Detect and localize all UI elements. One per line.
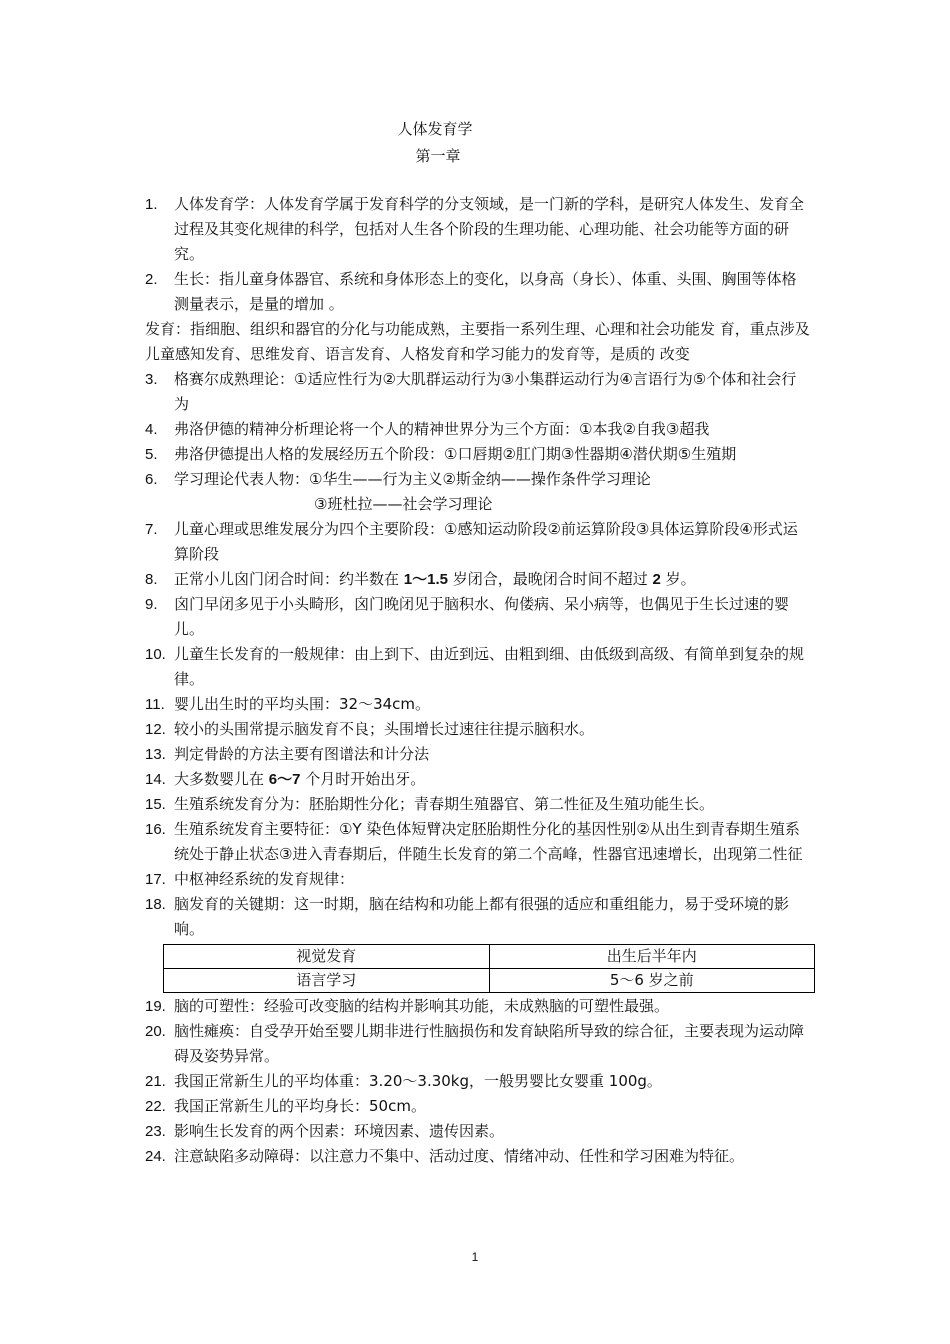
item-text: 学习理论代表人物：①华生——行为主义②斯金纳——操作条件学习理论 xyxy=(174,470,651,488)
list-item xyxy=(145,767,810,792)
item-text: 生殖系统发育主要特征：①Y 染色体短臂决定胚胎期性分化的基因性别②从出生到青春期生殖系统处于静止状态③进入青春期后，伴随生长发育的第二个高峰，性器官迅速增长，出现第二性征 xyxy=(174,820,803,863)
table-row xyxy=(164,945,815,969)
table-row xyxy=(164,969,815,993)
item-number: 4. xyxy=(145,421,158,438)
list-item xyxy=(145,1094,810,1119)
text-segment: 岁。 xyxy=(660,570,696,588)
list-item xyxy=(145,1119,810,1144)
list-item xyxy=(145,192,810,267)
table-cell: 5～6 岁之前 xyxy=(489,969,815,993)
item-number: 19. xyxy=(145,998,166,1015)
item-text: 我国正常新生儿的平均身长：50cm。 xyxy=(174,1097,426,1115)
text-segment: 个月时开始出牙。 xyxy=(300,770,426,788)
table-cell: 语言学习 xyxy=(164,969,490,993)
item-text-continued: ③班杜拉——社会学习理论 xyxy=(314,495,493,513)
critical-period-table xyxy=(163,944,815,993)
item-text xyxy=(174,767,810,792)
item-number: 20. xyxy=(145,1023,166,1040)
item-number: 14. xyxy=(145,771,166,788)
item-text: 弗洛伊德提出人格的发展经历五个阶段：①口唇期②肛门期③性器期④潜伏期⑤生殖期 xyxy=(174,445,737,463)
text-segment: 大多数婴儿在 xyxy=(174,770,269,788)
item-number: 17. xyxy=(145,871,166,888)
item-text: 我国正常新生儿的平均体重：3.20～3.30kg，一般男婴比女婴重 100g。 xyxy=(174,1072,662,1090)
document-body xyxy=(145,192,810,1169)
paragraph-fayu: 发育：指细胞、组织和器官的分化与功能成熟，主要指一系列生理、心理和社会功能发 育，重点涉及儿童感知发育、思维发育、语言发育、人格发育和学习能力的发育等，是质的 改变 xyxy=(145,320,810,363)
item-number: 15. xyxy=(145,796,166,813)
list-item xyxy=(145,892,810,942)
list-item xyxy=(145,817,810,867)
list-item xyxy=(145,1019,810,1069)
item-number: 2. xyxy=(145,271,158,288)
list-item xyxy=(145,867,810,892)
item-number: 1. xyxy=(145,196,158,213)
item-number: 22. xyxy=(145,1098,166,1115)
item-text: 生殖系统发育分为：胚胎期性分化；青春期生殖器官、第二性征及生殖功能生长。 xyxy=(174,795,715,813)
item-number: 7. xyxy=(145,521,158,538)
item-number: 5. xyxy=(145,446,158,463)
item-text: 婴儿出生时的平均头围：32～34cm。 xyxy=(174,695,431,713)
list-item xyxy=(145,592,810,642)
list-item xyxy=(145,1144,810,1169)
item-number: 23. xyxy=(145,1123,166,1140)
text-segment: 岁闭合，最晚闭合时间不超过 xyxy=(447,570,653,588)
item-number: 8. xyxy=(145,571,158,588)
table-cell: 视觉发育 xyxy=(164,945,490,969)
item-text: 脑的可塑性：经验可改变脑的结构并影响其功能，未成熟脑的可塑性最强。 xyxy=(174,997,670,1015)
item-number: 21. xyxy=(145,1073,166,1090)
list-item xyxy=(145,1069,810,1094)
item-text xyxy=(174,567,810,592)
item-text: 较小的头围常提示脑发育不良；头围增长过速往往提示脑积水。 xyxy=(174,720,595,738)
item-number: 9. xyxy=(145,596,158,613)
item-number: 18. xyxy=(145,896,166,913)
list-item xyxy=(145,267,810,317)
item-number: 16. xyxy=(145,821,166,838)
item-text: 格赛尔成熟理论：①适应性行为②大肌群运动行为③小集群运动行为④言语行为⑤个体和社会行为 xyxy=(174,370,797,413)
list-item xyxy=(145,742,810,767)
item-number: 13. xyxy=(145,746,166,763)
item-text: 生长：指儿童身体器官、系统和身体形态上的变化，以身高（身长）、体重、头围、胸围等体格测量表示，是量的增加 。 xyxy=(174,270,797,313)
list-item xyxy=(145,517,810,567)
item-text: 儿童生长发育的一般规律：由上到下、由近到远、由粗到细、由低级到高级、有简单到复杂的规律。 xyxy=(174,645,805,688)
item-number: 3. xyxy=(145,371,158,388)
bold-value: 2 xyxy=(652,571,661,588)
list-item xyxy=(145,467,810,517)
page-number: 1 xyxy=(471,1250,479,1264)
list-item xyxy=(145,367,810,417)
item-text: 中枢神经系统的发育规律： xyxy=(174,870,355,888)
list-item xyxy=(145,642,810,692)
list-item xyxy=(145,567,810,592)
item-number: 12. xyxy=(145,721,166,738)
item-text: 囟门早闭多见于小头畸形，囟门晚闭见于脑积水、佝偻病、呆小病等，也偶见于生长过速的婴儿。 xyxy=(174,595,790,638)
item-text: 影响生长发育的两个因素：环境因素、遗传因素。 xyxy=(174,1122,505,1140)
list-item xyxy=(145,692,810,717)
list-item xyxy=(145,442,810,467)
text-segment: 正常小儿囟门闭合时间：约半数在 xyxy=(174,570,404,588)
bold-value: 1～1.5 xyxy=(403,571,448,588)
list-item xyxy=(145,792,810,817)
item-text: 判定骨龄的方法主要有图谱法和计分法 xyxy=(174,745,430,763)
item-text: 儿童心理或思维发展分为四个主要阶段：①感知运动阶段②前运算阶段③具体运算阶段④形式运算阶段 xyxy=(174,520,798,563)
list-item xyxy=(145,994,810,1019)
bold-value: 6～7 xyxy=(268,771,301,788)
table-cell: 出生后半年内 xyxy=(489,945,815,969)
item-text: 人体发育学：人体发育学属于发育科学的分支领域，是一门新的学科，是研究人体发生、发育全过程及其变化规律的科学，包括对人生各个阶段的生理功能、心理功能、社会功能等方面的研究。 xyxy=(174,195,805,263)
item-text: 弗洛伊德的精神分析理论将一个人的精神世界分为三个方面：①本我②自我③超我 xyxy=(174,420,710,438)
item-number: 6. xyxy=(145,471,158,488)
item-number: 11. xyxy=(145,696,165,713)
item-text: 脑发育的关键期：这一时期，脑在结构和功能上都有很强的适应和重组能力，易于受环境的影响。 xyxy=(174,895,790,938)
item-number: 10. xyxy=(145,646,166,663)
list-item xyxy=(145,417,810,442)
item-text: 注意缺陷多动障碍：以注意力不集中、活动过度、情绪冲动、任性和学习困难为特征。 xyxy=(174,1147,745,1165)
document-title: 人体发育学 xyxy=(397,120,473,138)
item-number: 24. xyxy=(145,1148,166,1165)
item-text: 脑性瘫痪：自受孕开始至婴儿期非进行性脑损伤和发育缺陷所导致的综合征，主要表现为运动障碍及姿势异常。 xyxy=(174,1022,805,1065)
list-item xyxy=(145,717,810,742)
chapter-heading: 第一章 xyxy=(415,147,461,165)
